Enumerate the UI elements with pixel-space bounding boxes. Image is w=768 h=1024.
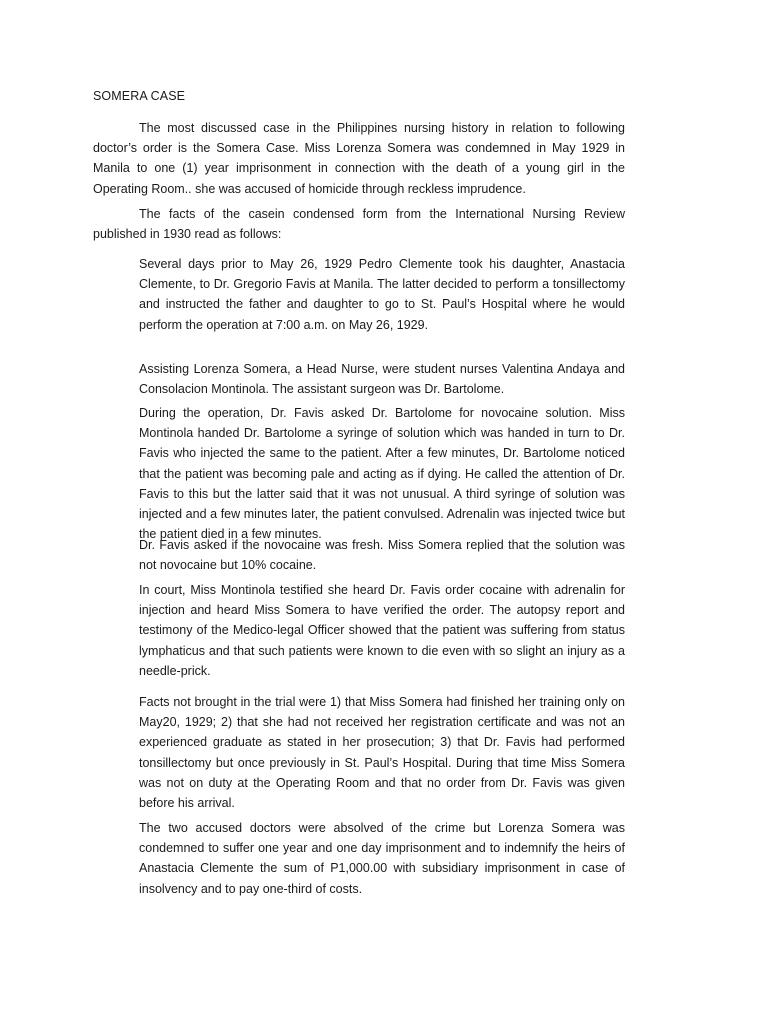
quoted-paragraph-6: Facts not brought in the trial were 1) that Miss Somera had finished her training only on May20, 1929; 2) that she had not received her registration certificate and was not an experienced graduate as stated in her prosecution; 3) that Dr. Favis had performed tonsillectomy but once previously in St. Paul’s Hospital. During that time Miss Somera was not on duty at the Operating Room and that no order from Dr. Favis was given before his arrival.	[139, 695, 625, 811]
quoted-paragraph-2: Assisting Lorenza Somera, a Head Nurse, were student nurses Valentina Andaya and Consolacion Montinola. The assistant surgeon was Dr. Bartolome.	[139, 362, 625, 397]
quoted-paragraph-7: The two accused doctors were absolved of the crime but Lorenza Somera was condemned to suffer one year and one day imprisonment and to indemnify the heirs of Anastacia Clemente the sum of P1,000.00 with subsidiary imprisonment in case of insolvency and to pay one-third of costs.	[139, 821, 625, 896]
quoted-paragraph-3: During the operation, Dr. Favis asked Dr. Bartolome for novocaine solution. Miss Montinola handed Dr. Bartolome a syringe of solution which was handed in turn to Dr. Favis who injected the same to the patient. After a few minutes, Dr. Bartolome noticed that the patient was becoming pale and acting as if dying. He called the attention of Dr. Favis to this but the latter said that it was not unusual. A third syringe of solution was injected and a few minutes later, the patient convulsed. Adrenalin was injected twice but the patient died in a few minutes.	[139, 406, 625, 542]
document-title: SOMERA CASE	[93, 89, 186, 103]
quoted-paragraph-1: Several days prior to May 26, 1929 Pedro Clemente took his daughter, Anastacia Clemente, to Dr. Gregorio Favis at Manila. The latter decided to perform a tonsillectomy and instructed the father and daughter to go to St. Paul’s Hospital where he would perform the operation at 7:00 a.m. on May 26, 1929.	[139, 257, 625, 332]
quoted-paragraph-5: In court, Miss Montinola testified she heard Dr. Favis order cocaine with adrenalin for injection and heard Miss Somera to have verified the order. The autopsy report and testimony of the Medico-legal Officer showed that the patient was suffering from status lymphaticus and that such patients were known to die even with so slight an injury as a needle-prick.	[139, 583, 625, 678]
intro-paragraph-2: The facts of the casein condensed form from the International Nursing Review published in 1930 read as follows:	[93, 207, 625, 242]
intro-paragraph-1: The most discussed case in the Philippines nursing history in relation to following doctor’s order is the Somera Case. Miss Lorenza Somera was condemned in May 1929 in Manila to one (1) year imprisonment in connection with the death of a young girl in the Operating Room.. she was accused of homicide through reckless imprudence.	[93, 121, 625, 196]
quoted-paragraph-4: Dr. Favis asked if the novocaine was fresh. Miss Somera replied that the solution was not novocaine but 10% cocaine.	[139, 538, 625, 573]
